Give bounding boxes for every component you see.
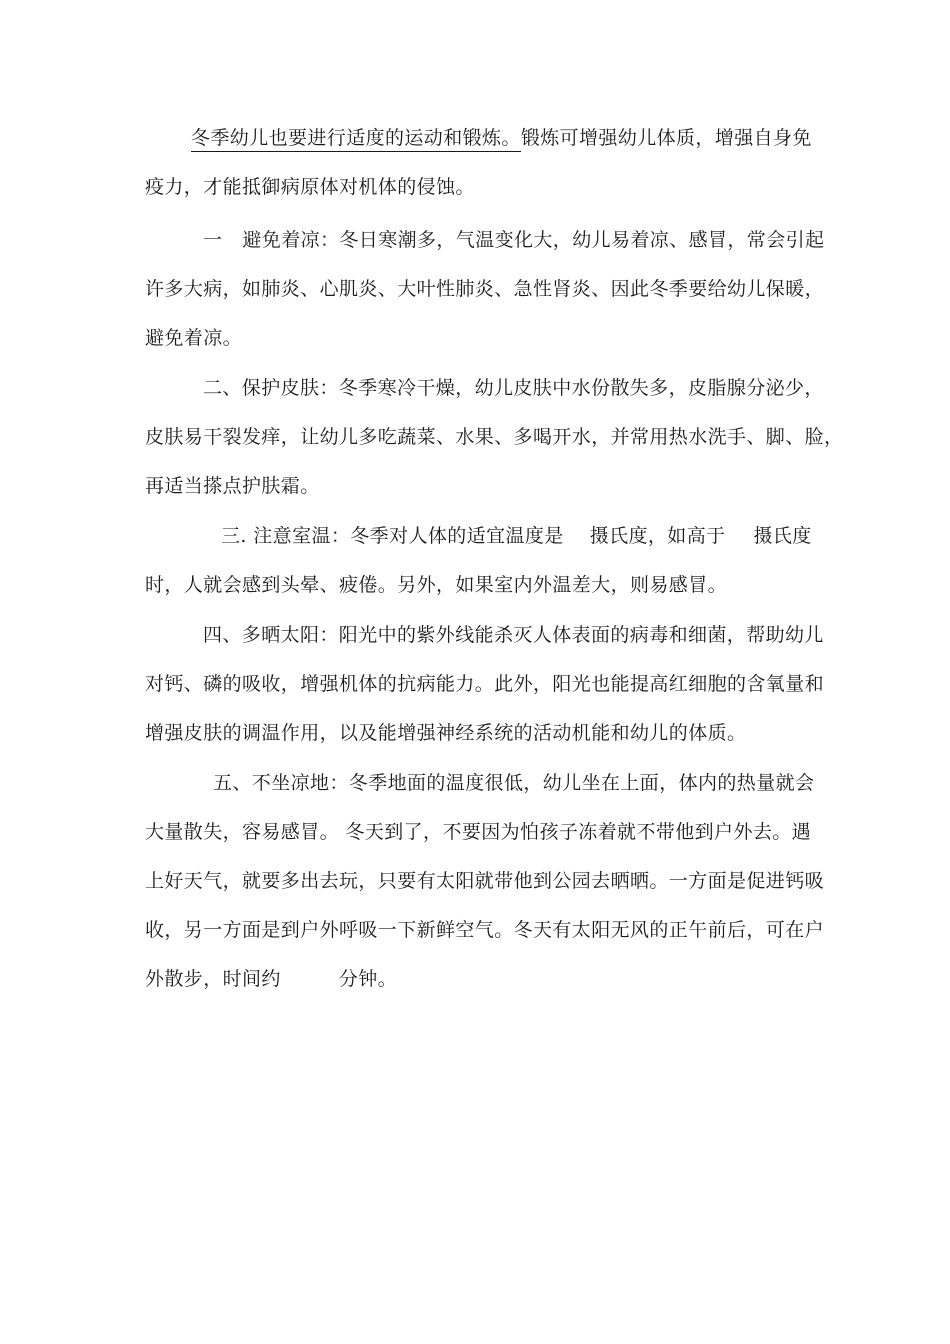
section-3-line-1-a: 三. 注意室温：冬季对人体的适宜温度是 (221, 525, 564, 547)
section-1-line-3: 避免着凉。 (145, 327, 243, 349)
section-3-line-1-b: 摄氏度，如高于 (589, 525, 726, 547)
section-5-line-1-text: 五、不坐凉地：冬季地面的温度很低，幼儿坐在上面，体内的热量就会 (213, 772, 815, 794)
section-1-line-2: 许多大病，如肺炎、心肌炎、大叶性肺炎、急性肾炎、因此冬季要给幼儿保暖， (145, 278, 825, 300)
section-4-paragraph (145, 611, 825, 758)
intro-paragraph (145, 114, 810, 212)
section-5-line-5 (145, 955, 810, 1004)
section-2-line-1 (145, 364, 824, 413)
section-3-line-1-c: 摄氏度 (753, 525, 812, 547)
section-3-paragraph (145, 512, 810, 610)
section-1-line-1 (145, 216, 825, 265)
intro-line-1-rest: 锻炼可增强幼儿体质，增强自身免 (520, 127, 812, 149)
section-5-line-2: 大量散失，容易感冒。 冬天到了，不要因为怕孩子冻着就不带他到户外去。遇 (145, 821, 812, 843)
section-2-paragraph (145, 364, 844, 511)
intro-line-2: 疫力，才能抵御病原体对机体的侵蚀。 (145, 176, 475, 198)
section-5-line-4: 收，另一方面是到户外呼吸一下新鲜空气。冬天有太阳无风的正午前后，可在户 (145, 919, 825, 941)
section-5-line-5-b: 分钟。 (338, 968, 398, 990)
section-1-number: 一 (203, 229, 223, 251)
section-1-line-1-text: 避免着凉：冬日寒潮多，气温变化大，幼儿易着凉、感冒，常会引起 (242, 229, 825, 251)
section-4-line-3: 增强皮肤的调温作用，以及能增强神经系统的活动机能和幼儿的体质。 (145, 722, 747, 744)
section-5-line-5-a: 外散步，时间约 (145, 968, 281, 990)
section-1-paragraph (145, 216, 825, 363)
section-2-line-1-text: 二、保护皮肤：冬季寒冷干燥，幼儿皮肤中水份散失多，皮脂腺分泌少， (203, 377, 824, 399)
section-2-line-2: 皮肤易干裂发痒，让幼儿多吃蔬菜、水果、多喝开水，并常用热水洗手、脚、脸， (145, 426, 844, 448)
section-5-line-1 (145, 759, 815, 808)
section-4-line-1 (145, 611, 824, 660)
intro-underlined-text: 冬季幼儿也要进行适度的运动和锻炼。 (191, 127, 521, 152)
section-3-line-1 (145, 512, 810, 561)
section-2-line-3: 再适当搽点护肤霜。 (145, 475, 320, 497)
section-4-line-1-text: 四、多晒太阳：阳光中的紫外线能杀灭人体表面的病毒和细菌，帮助幼儿 (203, 624, 824, 646)
section-5-line-3: 上好天气，就要多出去玩，只要有太阳就带他到公园去晒晒。一方面是促进钙吸 (145, 870, 825, 892)
section-5-paragraph (145, 759, 825, 1004)
section-4-line-2: 对钙、磷的吸收，增强机体的抗病能力。此外，阳光也能提高红细胞的含氧量和 (145, 673, 825, 695)
section-3-line-2: 时，人就会感到头晕、疲倦。另外，如果室内外温差大，则易感冒。 (145, 574, 728, 596)
intro-line-1 (145, 114, 810, 163)
